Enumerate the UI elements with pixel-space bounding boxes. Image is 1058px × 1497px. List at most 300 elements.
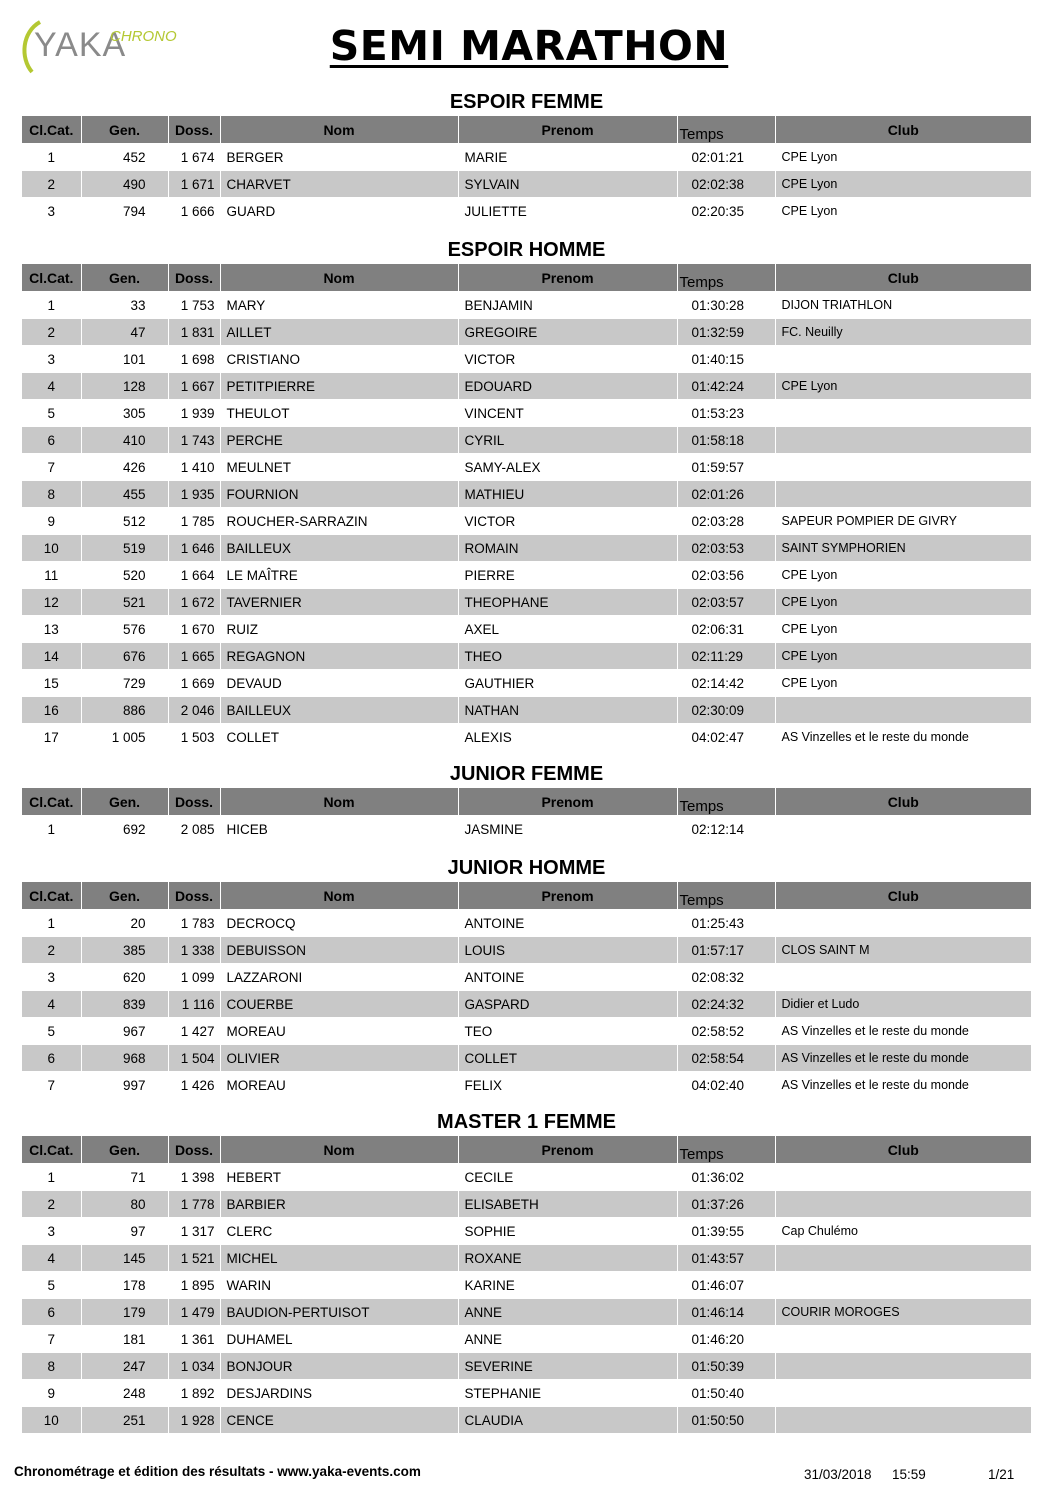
cell-club: CPE Lyon — [775, 643, 1031, 670]
cell-gen: 410 — [81, 427, 168, 454]
cell-club: COURIR MOROGES — [775, 1299, 1031, 1326]
cell-temps: 01:53:23 — [677, 400, 775, 427]
cell-doss: 1 479 — [168, 1299, 220, 1326]
cell-club — [775, 427, 1031, 454]
cell-nom: RUIZ — [220, 616, 458, 643]
column-header-prenom: Prenom — [458, 882, 677, 910]
cell-doss: 1 778 — [168, 1191, 220, 1218]
cell-nom: BAILLEUX — [220, 697, 458, 724]
table-row — [22, 535, 1031, 562]
cell-temps: 02:08:32 — [677, 964, 775, 991]
cell-nom: BAUDION-PERTUISOT — [220, 1299, 458, 1326]
cell-nom: CRISTIANO — [220, 346, 458, 373]
table-row — [22, 589, 1031, 616]
cell-nom: MEULNET — [220, 454, 458, 481]
cell-prenom: THEO — [458, 643, 677, 670]
table-row — [22, 319, 1031, 346]
cell-cat: 7 — [22, 1326, 81, 1353]
cell-temps: 02:11:29 — [677, 643, 775, 670]
cell-gen: 128 — [81, 373, 168, 400]
cell-doss: 1 928 — [168, 1407, 220, 1434]
cell-prenom: MATHIEU — [458, 481, 677, 508]
cell-cat: 5 — [22, 400, 81, 427]
cell-club: DIJON TRIATHLON — [775, 292, 1031, 319]
table-row — [22, 1218, 1031, 1245]
column-header-gen: Gen. — [81, 788, 168, 816]
cell-club: AS Vinzelles et le reste du monde — [775, 1018, 1031, 1045]
column-header-prenom: Prenom — [458, 1136, 677, 1164]
cell-cat: 10 — [22, 1407, 81, 1434]
results-table — [22, 882, 1031, 1099]
results-table — [22, 264, 1031, 751]
cell-gen: 101 — [81, 346, 168, 373]
cell-prenom: CYRIL — [458, 427, 677, 454]
cell-nom: DUHAMEL — [220, 1326, 458, 1353]
cell-nom: COLLET — [220, 724, 458, 751]
column-header-nom: Nom — [220, 116, 458, 144]
table-row — [22, 724, 1031, 751]
logo-sub-text: CHRONO — [110, 28, 177, 45]
table-row — [22, 1191, 1031, 1218]
table-header-row — [22, 788, 1031, 816]
results-section — [22, 88, 1031, 225]
table-row — [22, 964, 1031, 991]
cell-gen: 181 — [81, 1326, 168, 1353]
cell-cat: 4 — [22, 373, 81, 400]
cell-temps: 01:50:40 — [677, 1380, 775, 1407]
results-section — [22, 1108, 1031, 1434]
footer-time: 15:59 — [892, 1467, 926, 1482]
cell-temps: 02:30:09 — [677, 697, 775, 724]
results-table — [22, 116, 1031, 225]
cell-doss: 1 338 — [168, 937, 220, 964]
cell-prenom: MARIE — [458, 144, 677, 171]
column-header-nom: Nom — [220, 788, 458, 816]
cell-doss: 2 046 — [168, 697, 220, 724]
cell-temps: 02:03:57 — [677, 589, 775, 616]
cell-gen: 620 — [81, 964, 168, 991]
table-row — [22, 643, 1031, 670]
cell-doss: 1 665 — [168, 643, 220, 670]
cell-cat: 9 — [22, 1380, 81, 1407]
cell-gen: 839 — [81, 991, 168, 1018]
cell-club: CPE Lyon — [775, 171, 1031, 198]
cell-gen: 71 — [81, 1164, 168, 1191]
column-header-gen: Gen. — [81, 882, 168, 910]
cell-temps: 02:02:38 — [677, 171, 775, 198]
section-title: MASTER 1 FEMME — [437, 1111, 616, 1133]
cell-club — [775, 697, 1031, 724]
cell-cat: 12 — [22, 589, 81, 616]
cell-club — [775, 816, 1031, 843]
cell-gen: 490 — [81, 171, 168, 198]
cell-doss: 1 674 — [168, 144, 220, 171]
cell-club: FC. Neuilly — [775, 319, 1031, 346]
cell-club: Cap Chulémo — [775, 1218, 1031, 1245]
table-row — [22, 508, 1031, 535]
results-table — [22, 1136, 1031, 1434]
cell-temps: 01:32:59 — [677, 319, 775, 346]
column-header-doss: Doss. — [168, 264, 220, 292]
cell-nom: MOREAU — [220, 1072, 458, 1099]
cell-nom: ROUCHER-SARRAZIN — [220, 508, 458, 535]
cell-cat: 6 — [22, 1045, 81, 1072]
cell-doss: 1 783 — [168, 910, 220, 937]
cell-doss: 1 503 — [168, 724, 220, 751]
table-row — [22, 198, 1031, 225]
cell-prenom: FELIX — [458, 1072, 677, 1099]
cell-nom: THEULOT — [220, 400, 458, 427]
cell-club: AS Vinzelles et le reste du monde — [775, 1045, 1031, 1072]
cell-gen: 247 — [81, 1353, 168, 1380]
cell-doss: 1 895 — [168, 1272, 220, 1299]
column-header-temps: Temps — [677, 788, 775, 816]
cell-nom: CENCE — [220, 1407, 458, 1434]
cell-nom: OLIVIER — [220, 1045, 458, 1072]
cell-doss: 1 099 — [168, 964, 220, 991]
cell-doss: 1 939 — [168, 400, 220, 427]
cell-gen: 729 — [81, 670, 168, 697]
cell-cat: 6 — [22, 1299, 81, 1326]
cell-gen: 512 — [81, 508, 168, 535]
cell-gen: 455 — [81, 481, 168, 508]
cell-club — [775, 481, 1031, 508]
cell-doss: 1 034 — [168, 1353, 220, 1380]
cell-cat: 2 — [22, 1191, 81, 1218]
column-header-temps: Temps — [677, 882, 775, 910]
cell-doss: 1 116 — [168, 991, 220, 1018]
cell-doss: 1 361 — [168, 1326, 220, 1353]
cell-gen: 521 — [81, 589, 168, 616]
cell-prenom: CECILE — [458, 1164, 677, 1191]
cell-nom: COUERBE — [220, 991, 458, 1018]
cell-club — [775, 1245, 1031, 1272]
table-row — [22, 562, 1031, 589]
footer-date: 31/03/2018 — [804, 1467, 872, 1482]
table-row — [22, 937, 1031, 964]
table-row — [22, 481, 1031, 508]
cell-gen: 178 — [81, 1272, 168, 1299]
column-header-nom: Nom — [220, 1136, 458, 1164]
cell-cat: 6 — [22, 427, 81, 454]
cell-prenom: SEVERINE — [458, 1353, 677, 1380]
cell-gen: 794 — [81, 198, 168, 225]
cell-temps: 02:03:53 — [677, 535, 775, 562]
cell-prenom: ROMAIN — [458, 535, 677, 562]
table-row — [22, 144, 1031, 171]
cell-club: CPE Lyon — [775, 616, 1031, 643]
section-title: JUNIOR HOMME — [447, 857, 606, 879]
cell-doss: 1 672 — [168, 589, 220, 616]
table-row — [22, 1245, 1031, 1272]
page-title: SEMI MARATHON — [329, 22, 729, 70]
cell-nom: CHARVET — [220, 171, 458, 198]
table-row — [22, 910, 1031, 937]
cell-prenom: ANNE — [458, 1326, 677, 1353]
cell-nom: MICHEL — [220, 1245, 458, 1272]
section-title: ESPOIR FEMME — [449, 91, 604, 113]
cell-prenom: ANTOINE — [458, 964, 677, 991]
cell-nom: BARBIER — [220, 1191, 458, 1218]
cell-prenom: VICTOR — [458, 346, 677, 373]
column-header-cat: Cl.Cat. — [22, 116, 81, 144]
cell-temps: 01:57:17 — [677, 937, 775, 964]
cell-nom: FOURNION — [220, 481, 458, 508]
cell-temps: 01:36:02 — [677, 1164, 775, 1191]
cell-temps: 02:03:28 — [677, 508, 775, 535]
cell-nom: TAVERNIER — [220, 589, 458, 616]
table-row — [22, 400, 1031, 427]
cell-temps: 01:50:50 — [677, 1407, 775, 1434]
cell-cat: 7 — [22, 1072, 81, 1099]
cell-nom: DECROCQ — [220, 910, 458, 937]
cell-cat: 8 — [22, 1353, 81, 1380]
cell-cat: 3 — [22, 346, 81, 373]
cell-cat: 1 — [22, 292, 81, 319]
cell-temps: 02:06:31 — [677, 616, 775, 643]
table-row — [22, 1353, 1031, 1380]
cell-doss: 1 667 — [168, 373, 220, 400]
cell-prenom: ROXANE — [458, 1245, 677, 1272]
cell-doss: 1 743 — [168, 427, 220, 454]
cell-prenom: VINCENT — [458, 400, 677, 427]
cell-temps: 01:46:20 — [677, 1326, 775, 1353]
cell-gen: 305 — [81, 400, 168, 427]
cell-gen: 47 — [81, 319, 168, 346]
cell-prenom: GREGOIRE — [458, 319, 677, 346]
column-header-club: Club — [775, 882, 1031, 910]
cell-prenom: GAUTHIER — [458, 670, 677, 697]
cell-gen: 968 — [81, 1045, 168, 1072]
cell-temps: 02:24:32 — [677, 991, 775, 1018]
cell-cat: 1 — [22, 144, 81, 171]
cell-gen: 251 — [81, 1407, 168, 1434]
cell-prenom: CLAUDIA — [458, 1407, 677, 1434]
cell-doss: 1 426 — [168, 1072, 220, 1099]
cell-nom: MOREAU — [220, 1018, 458, 1045]
cell-club — [775, 910, 1031, 937]
cell-club — [775, 400, 1031, 427]
cell-temps: 01:39:55 — [677, 1218, 775, 1245]
column-header-prenom: Prenom — [458, 116, 677, 144]
cell-club: CLOS SAINT M — [775, 937, 1031, 964]
cell-temps: 02:03:56 — [677, 562, 775, 589]
cell-gen: 886 — [81, 697, 168, 724]
table-header-row — [22, 116, 1031, 144]
cell-cat: 3 — [22, 1218, 81, 1245]
cell-cat: 3 — [22, 964, 81, 991]
cell-nom: CLERC — [220, 1218, 458, 1245]
table-header-row — [22, 264, 1031, 292]
cell-nom: LE MAÎTRE — [220, 562, 458, 589]
cell-cat: 3 — [22, 198, 81, 225]
cell-cat: 1 — [22, 816, 81, 843]
cell-temps: 01:58:18 — [677, 427, 775, 454]
cell-club: CPE Lyon — [775, 562, 1031, 589]
column-header-nom: Nom — [220, 882, 458, 910]
cell-gen: 576 — [81, 616, 168, 643]
cell-doss: 1 892 — [168, 1380, 220, 1407]
results-table — [22, 788, 1031, 843]
cell-club — [775, 454, 1031, 481]
cell-prenom: TEO — [458, 1018, 677, 1045]
cell-gen: 97 — [81, 1218, 168, 1245]
cell-cat: 7 — [22, 454, 81, 481]
cell-cat: 1 — [22, 910, 81, 937]
column-header-doss: Doss. — [168, 116, 220, 144]
cell-doss: 1 664 — [168, 562, 220, 589]
cell-prenom: GASPARD — [458, 991, 677, 1018]
column-header-gen: Gen. — [81, 116, 168, 144]
column-header-temps: Temps — [677, 116, 775, 144]
cell-temps: 02:58:52 — [677, 1018, 775, 1045]
cell-temps: 04:02:47 — [677, 724, 775, 751]
cell-temps: 01:50:39 — [677, 1353, 775, 1380]
cell-doss: 1 671 — [168, 171, 220, 198]
cell-prenom: JASMINE — [458, 816, 677, 843]
cell-cat: 8 — [22, 481, 81, 508]
cell-gen: 20 — [81, 910, 168, 937]
cell-prenom: ANNE — [458, 1299, 677, 1326]
cell-nom: PETITPIERRE — [220, 373, 458, 400]
cell-doss: 1 427 — [168, 1018, 220, 1045]
logo-main-text: YAKA — [34, 26, 127, 64]
column-header-temps: Temps — [677, 1136, 775, 1164]
cell-temps: 01:25:43 — [677, 910, 775, 937]
column-header-doss: Doss. — [168, 788, 220, 816]
cell-prenom: SOPHIE — [458, 1218, 677, 1245]
cell-cat: 4 — [22, 1245, 81, 1272]
column-header-nom: Nom — [220, 264, 458, 292]
column-header-cat: Cl.Cat. — [22, 264, 81, 292]
cell-gen: 692 — [81, 816, 168, 843]
cell-doss: 1 646 — [168, 535, 220, 562]
cell-gen: 385 — [81, 937, 168, 964]
cell-prenom: STEPHANIE — [458, 1380, 677, 1407]
cell-temps: 01:46:14 — [677, 1299, 775, 1326]
table-row — [22, 1045, 1031, 1072]
cell-club: CPE Lyon — [775, 670, 1031, 697]
cell-doss: 1 753 — [168, 292, 220, 319]
table-row — [22, 346, 1031, 373]
cell-prenom: NATHAN — [458, 697, 677, 724]
cell-club: CPE Lyon — [775, 198, 1031, 225]
column-header-cat: Cl.Cat. — [22, 788, 81, 816]
cell-temps: 01:59:57 — [677, 454, 775, 481]
table-row — [22, 670, 1031, 697]
table-row — [22, 1407, 1031, 1434]
cell-temps: 02:01:26 — [677, 481, 775, 508]
cell-prenom: ALEXIS — [458, 724, 677, 751]
cell-gen: 426 — [81, 454, 168, 481]
cell-prenom: LOUIS — [458, 937, 677, 964]
cell-club: SAINT SYMPHORIEN — [775, 535, 1031, 562]
table-row — [22, 1018, 1031, 1045]
cell-cat: 16 — [22, 697, 81, 724]
cell-nom: AILLET — [220, 319, 458, 346]
cell-club: SAPEUR POMPIER DE GIVRY — [775, 508, 1031, 535]
cell-doss: 1 698 — [168, 346, 220, 373]
table-row — [22, 1272, 1031, 1299]
column-header-club: Club — [775, 788, 1031, 816]
table-row — [22, 292, 1031, 319]
cell-nom: BAILLEUX — [220, 535, 458, 562]
cell-cat: 17 — [22, 724, 81, 751]
cell-gen: 80 — [81, 1191, 168, 1218]
cell-doss: 1 785 — [168, 508, 220, 535]
cell-club — [775, 1272, 1031, 1299]
cell-gen: 248 — [81, 1380, 168, 1407]
cell-club — [775, 1353, 1031, 1380]
cell-temps: 02:20:35 — [677, 198, 775, 225]
cell-doss: 1 398 — [168, 1164, 220, 1191]
cell-nom: BONJOUR — [220, 1353, 458, 1380]
column-header-doss: Doss. — [168, 882, 220, 910]
cell-prenom: KARINE — [458, 1272, 677, 1299]
cell-temps: 01:37:26 — [677, 1191, 775, 1218]
cell-nom: LAZZARONI — [220, 964, 458, 991]
cell-gen: 33 — [81, 292, 168, 319]
cell-prenom: JULIETTE — [458, 198, 677, 225]
section-title: ESPOIR HOMME — [447, 239, 606, 261]
cell-doss: 1 410 — [168, 454, 220, 481]
cell-prenom: AXEL — [458, 616, 677, 643]
table-header-row — [22, 882, 1031, 910]
table-row — [22, 816, 1031, 843]
cell-gen: 145 — [81, 1245, 168, 1272]
cell-club: Didier et Ludo — [775, 991, 1031, 1018]
table-row — [22, 1380, 1031, 1407]
cell-cat: 10 — [22, 535, 81, 562]
table-row — [22, 427, 1031, 454]
cell-doss: 1 666 — [168, 198, 220, 225]
cell-doss: 1 670 — [168, 616, 220, 643]
cell-temps: 01:30:28 — [677, 292, 775, 319]
cell-club — [775, 1380, 1031, 1407]
footer-text: Chronométrage et édition des résultats - www.yaka-events.com — [14, 1464, 421, 1479]
cell-prenom: BENJAMIN — [458, 292, 677, 319]
cell-temps: 02:01:21 — [677, 144, 775, 171]
cell-club: AS Vinzelles et le reste du monde — [775, 1072, 1031, 1099]
cell-doss: 1 935 — [168, 481, 220, 508]
column-header-doss: Doss. — [168, 1136, 220, 1164]
cell-temps: 02:14:42 — [677, 670, 775, 697]
cell-temps: 01:40:15 — [677, 346, 775, 373]
cell-cat: 9 — [22, 508, 81, 535]
section-title: JUNIOR FEMME — [449, 763, 604, 785]
cell-temps: 04:02:40 — [677, 1072, 775, 1099]
cell-cat: 2 — [22, 937, 81, 964]
cell-gen: 520 — [81, 562, 168, 589]
cell-nom: REGAGNON — [220, 643, 458, 670]
table-row — [22, 454, 1031, 481]
cell-club — [775, 1191, 1031, 1218]
cell-gen: 1 005 — [81, 724, 168, 751]
cell-cat: 13 — [22, 616, 81, 643]
cell-nom: DESJARDINS — [220, 1380, 458, 1407]
cell-gen: 676 — [81, 643, 168, 670]
cell-club — [775, 1326, 1031, 1353]
table-row — [22, 991, 1031, 1018]
cell-doss: 2 085 — [168, 816, 220, 843]
cell-gen: 179 — [81, 1299, 168, 1326]
cell-cat: 4 — [22, 991, 81, 1018]
cell-doss: 1 317 — [168, 1218, 220, 1245]
table-row — [22, 1299, 1031, 1326]
footer-page-number: 1/21 — [988, 1467, 1015, 1482]
table-row — [22, 1072, 1031, 1099]
cell-nom: GUARD — [220, 198, 458, 225]
